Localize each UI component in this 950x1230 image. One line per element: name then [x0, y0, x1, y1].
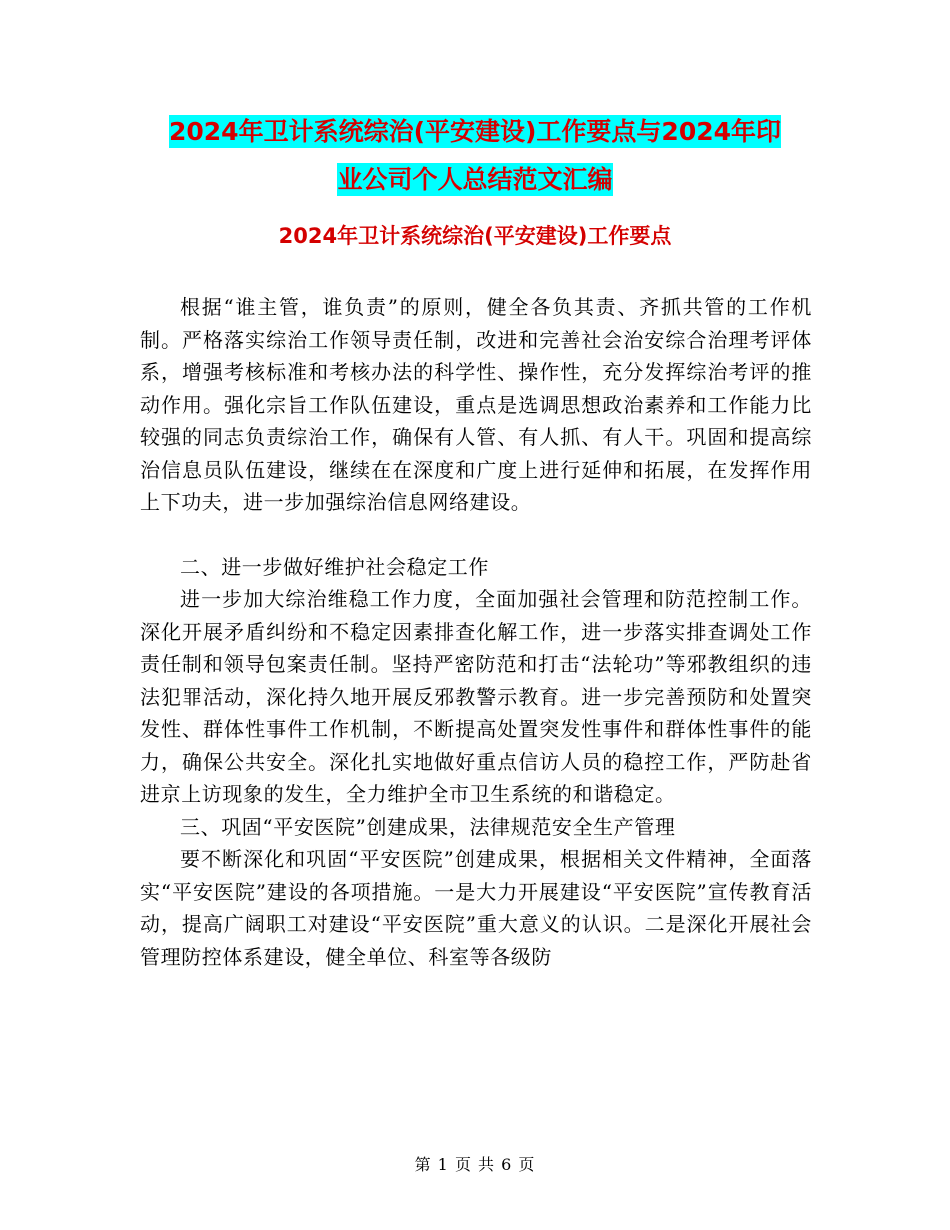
- page-footer: 第 1 页 共 6 页: [414, 1155, 536, 1174]
- document-body: [140, 291, 812, 973]
- section-heading-2: 二、进一步做好维护社会稳定工作: [180, 554, 489, 579]
- section-heading-3: 三、巩固“平安医院”创建成果，法律规范安全生产管理: [180, 814, 676, 839]
- main-title-line-2: 业公司个人总结范文汇编: [337, 165, 613, 194]
- main-title-line-1: 2024年卫计系统综治(平安建设)工作要点与2024年印: [168, 117, 781, 146]
- paragraph-3: 要不断深化和巩固“平安医院”创建成果，根据相关文件精神，全面落实“平安医院”建设的各项措施。一是大力开展建设“平安医院”宣传教育活动，提高广阔职工对建设“平安医院”重大意义的认识。二是深化开展社会管理防控体系建设，健全单位、科室等各级防: [140, 847, 812, 969]
- section-title: 2024年卫计系统综治(平安建设)工作要点: [278, 224, 672, 248]
- paragraph-1: 根据“谁主管，谁负责”的原则，健全各负其责、齐抓共管的工作机制。严格落实综治工作领导责任制，改进和完善社会治安综合治理考评体系，增强考核标准和考核办法的科学性、操作性，充分发挥综治考评的推动作用。强化宗旨工作队伍建设，重点是选调思想政治素养和工作能力比较强的同志负责综治工作，确保有人管、有人抓、有人干。巩固和提高综治信息员队伍建设，继续在在深度和广度上进行延伸和拓展，在发挥作用上下功夫，进一步加强综治信息网络建设。: [140, 295, 812, 514]
- paragraph-2: 进一步加大综治维稳工作力度，全面加强社会管理和防范控制工作。深化开展矛盾纠纷和不稳定因素排查化解工作，进一步落实排查调处工作责任制和领导包案责任制。坚持严密防范和打击“法轮功”等邪教组织的违法犯罪活动，深化持久地开展反邪教警示教育。进一步完善预防和处置突发性、群体性事件工作机制，不断提高处置突发性事件和群体性事件的能力，确保公共安全。深化扎实地做好重点信访人员的稳控工作，严防赴省进京上访现象的发生，全力维护全市卫生系统的和谐稳定。: [140, 587, 812, 806]
- document-main-title: [140, 108, 810, 204]
